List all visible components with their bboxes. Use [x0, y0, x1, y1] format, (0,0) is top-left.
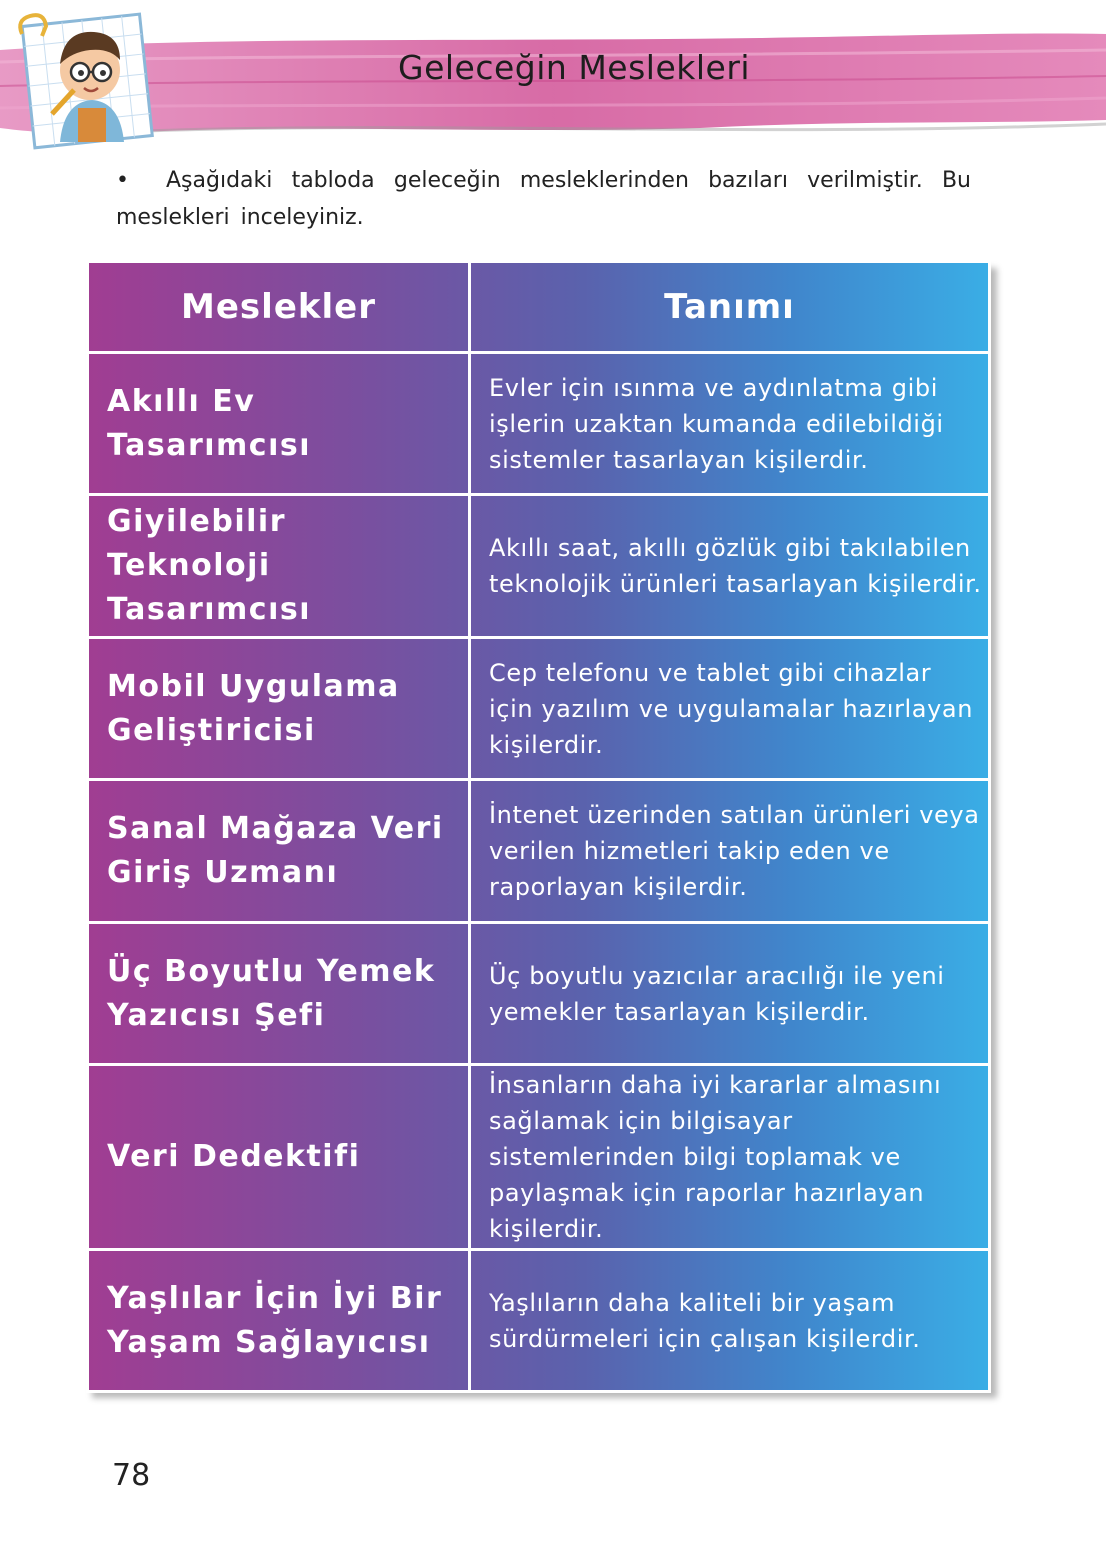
- banner-brushstroke: [0, 28, 1106, 146]
- profession-definition: İntenet üzerinden satılan ürünleri veya verilen hizmetleri takip eden ve raporlayan kişilerdir.: [470, 780, 990, 923]
- page-title: Geleceğin Meslekleri: [398, 48, 751, 87]
- profession-name: Giyilebilir Teknoloji Tasarımcısı: [88, 495, 470, 638]
- profession-name: Veri Dedektifi: [88, 1065, 470, 1250]
- header-banner: [0, 28, 1106, 146]
- table-row: [88, 353, 990, 495]
- column-header-definition: Tanımı: [470, 262, 990, 353]
- table-row: [88, 923, 990, 1065]
- profession-name: Yaşlılar İçin İyi Bir Yaşam Sağlayıcısı: [88, 1250, 470, 1392]
- intro-text: Aşağıdaki tabloda geleceğin mesleklerinden bazıları verilmiştir. Bu meslekleri inceleyiniz.: [116, 168, 971, 230]
- bullet-point: •: [116, 168, 129, 193]
- page-number: 78: [112, 1458, 151, 1493]
- intro-paragraph: [116, 162, 971, 236]
- student-avatar-illustration: [12, 4, 162, 154]
- professions-table: [86, 260, 991, 1390]
- table-header-row: [88, 262, 990, 353]
- profession-definition: Evler için ısınma ve aydınlatma gibi işlerin uzaktan kumanda edilebildiği sistemler tasarlayan kişilerdir.: [470, 353, 990, 495]
- profession-definition: Akıllı saat, akıllı gözlük gibi takılabilen teknolojik ürünleri tasarlayan kişilerdir.: [470, 495, 990, 638]
- profession-definition: Üç boyutlu yazıcılar aracılığı ile yeni yemekler tasarlayan kişilerdir.: [470, 923, 990, 1065]
- profession-definition: İnsanların daha iyi kararlar almasını sağlamak için bilgisayar sistemlerinden bilgi toplamak ve paylaşmak için raporlar hazırlayan kişilerdir.: [470, 1065, 990, 1250]
- column-header-professions: Meslekler: [88, 262, 470, 353]
- profession-definition: Yaşlıların daha kaliteli bir yaşam sürdürmeleri için çalışan kişilerdir.: [470, 1250, 990, 1392]
- table-row: [88, 638, 990, 780]
- profession-name: Sanal Mağaza Veri Giriş Uzmanı: [88, 780, 470, 923]
- profession-name: Üç Boyutlu Yemek Yazıcısı Şefi: [88, 923, 470, 1065]
- profession-name: Mobil Uygulama Geliştiricisi: [88, 638, 470, 780]
- profession-definition: Cep telefonu ve tablet gibi cihazlar için yazılım ve uygulamalar hazırlayan kişilerdir.: [470, 638, 990, 780]
- profession-name: Akıllı Ev Tasarımcısı: [88, 353, 470, 495]
- table-row: [88, 1250, 990, 1392]
- table-row: [88, 1065, 990, 1250]
- table-row: [88, 780, 990, 923]
- table-row: [88, 495, 990, 638]
